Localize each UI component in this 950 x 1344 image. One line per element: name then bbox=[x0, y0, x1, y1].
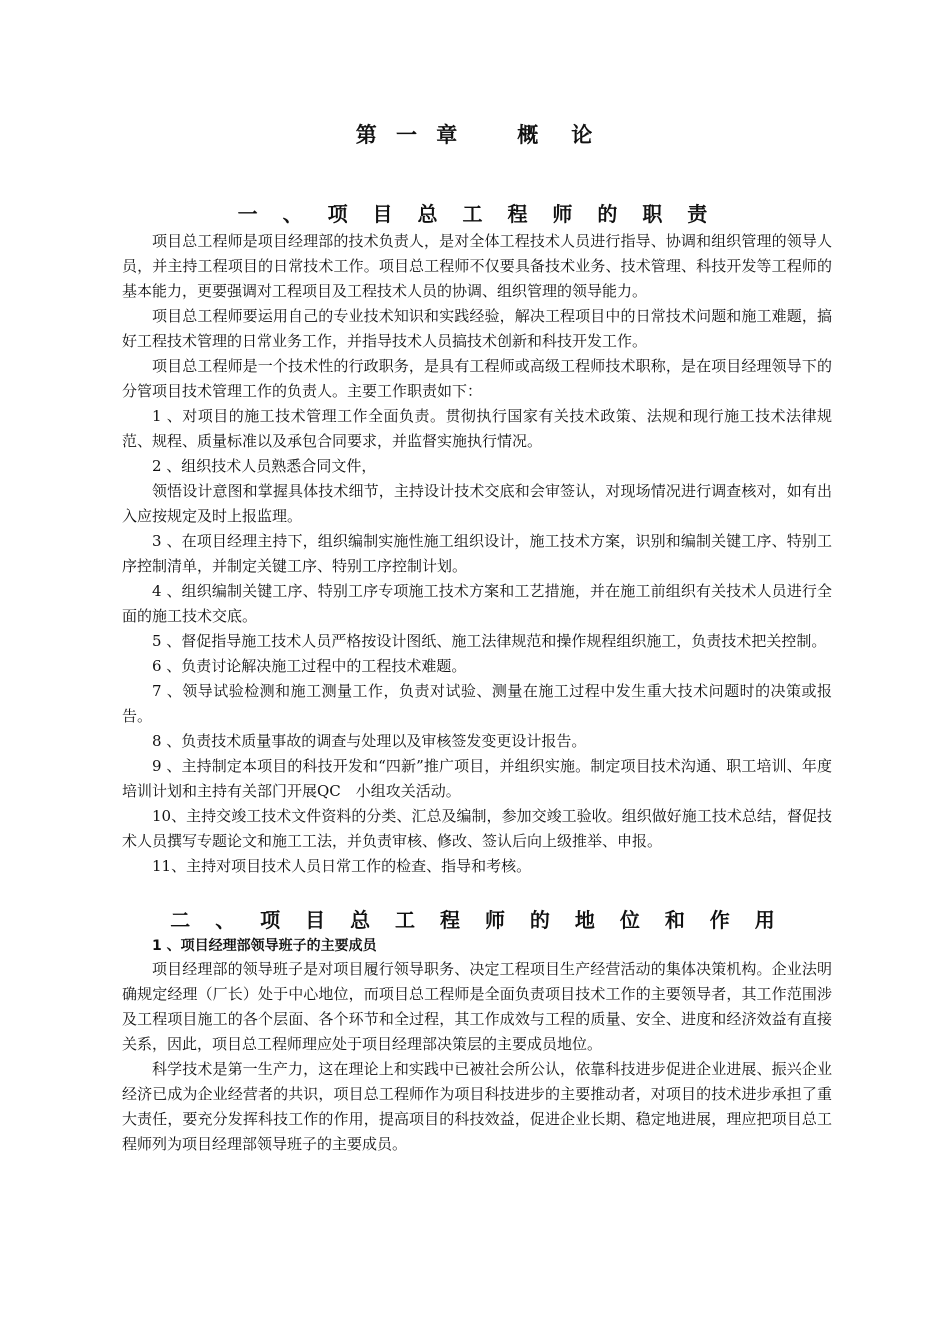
duty-item-4: 4 、组织编制关键工序、特别工序专项施工技术方案和工艺措施，并在施工前组织有关技术人员进行全面的施工技术交底。 bbox=[122, 582, 832, 625]
paragraph: 项目总工程师要运用自己的专业技术知识和实践经验，解决工程项目中的日常技术问题和施工难题，搞好工程技术管理的日常业务工作，并指导技术人员搞技术创新和科技开发工作。 bbox=[122, 307, 832, 350]
paragraph: 项目经理部的领导班子是对项目履行领导职务、决定工程项目生产经营活动的集体决策机构。企业法明确规定经理（厂长）处于中心地位，而项目总工程师是全面负责项目技术工作的主要领导者，其工作范围涉及工程项目施工的各个层面、各个环节和全过程，其工作成效与工程的质量、安全、进度和经济效益有直接关系，因此，项目总工程师理应处于项目经理部决策层的主要成员地位。 bbox=[122, 960, 832, 1053]
section-1-title: 一 、 项 目 总 工 程 师 的 职 责 bbox=[237, 202, 717, 226]
paragraph: 项目总工程师是项目经理部的技术负责人，是对全体工程技术人员进行指导、协调和组织管理的领导人员，并主持工程项目的日常技术工作。项目总工程师不仅要具备技术业务、技术管理、科技开发等工程师的基本能力，更要强调对工程项目及工程技术人员的协调、组织管理的领导能力。 bbox=[122, 232, 832, 300]
paragraph: 科学技术是第一生产力，这在理论上和实践中已被社会所公认，依靠科技进步促进企业进展、振兴企业经济已成为企业经营者的共识，项目总工程师作为项目科技进步的主要推动者，对项目的技术进步承担了重大责任，要充分发挥科技工作的作用，提高项目的科技效益，促进企业长期、稳定地进展，理应把项目总工程师列为项目经理部领导班子的主要成员。 bbox=[122, 1060, 832, 1153]
section-1-body bbox=[122, 229, 832, 879]
duty-item-3: 3 、在项目经理主持下，组织编制实施性施工组织设计，施工技术方案，识别和编制关键工序、特别工序控制清单，并制定关键工序、特别工序控制计划。 bbox=[122, 532, 832, 575]
paragraph: 领悟设计意图和掌握具体技术细节，主持设计技术交底和会审签认，对现场情况进行调查核对，如有出入应按规定及时上报监理。 bbox=[122, 482, 832, 525]
section-2-subheading: 1 、项目经理部领导班子的主要成员 bbox=[152, 938, 377, 954]
document-page bbox=[122, 0, 832, 1157]
duty-item-8: 8 、负责技术质量事故的调查与处理以及审核签发变更设计报告。 bbox=[152, 732, 587, 750]
duty-item-10: 10、主持交竣工技术文件资料的分类、汇总及编制，参加交竣工验收。组织做好施工技术总结，督促技术人员撰写专题论文和施工工法，并负责审核、修改、签认后向上级推举、申报。 bbox=[122, 807, 832, 850]
section-2-title: 二 、 项 目 总 工 程 师 的 地 位 和 作 用 bbox=[170, 908, 784, 932]
paragraph: 项目总工程师是一个技术性的行政职务，是具有工程师或高级工程师技术职称，是在项目经理领导下的分管项目技术管理工作的负责人。主要工作职责如下： bbox=[122, 357, 832, 400]
duty-item-2: 2 、组织技术人员熟悉合同文件， bbox=[152, 457, 377, 475]
section-2-body bbox=[122, 957, 832, 1157]
duty-item-7: 7 、领导试验检测和施工测量工作，负责对试验、测量在施工过程中发生重大技术问题时的决策或报告。 bbox=[122, 682, 832, 725]
chapter-title: 第 一 章 概 论 bbox=[355, 123, 599, 147]
duty-item-1: 1 、对项目的施工技术管理工作全面负责。贯彻执行国家有关技术政策、法规和现行施工技术法律规范、规程、质量标准以及承包合同要求，并监督实施执行情况。 bbox=[122, 407, 832, 450]
duty-item-11: 11、主持对项目技术人员日常工作的检查、指导和考核。 bbox=[152, 857, 532, 875]
duty-item-6: 6 、负责讨论解决施工过程中的工程技术难题。 bbox=[152, 657, 467, 675]
duty-item-9: 9 、主持制定本项目的科技开发和“四新”推广项目，并组织实施。制定项目技术沟通、职工培训、年度培训计划和主持有关部门开展QC 小组攻关活动。 bbox=[122, 757, 832, 800]
duty-item-5: 5 、督促指导施工技术人员严格按设计图纸、施工法律规范和操作规程组织施工，负责技术把关控制。 bbox=[152, 632, 827, 650]
